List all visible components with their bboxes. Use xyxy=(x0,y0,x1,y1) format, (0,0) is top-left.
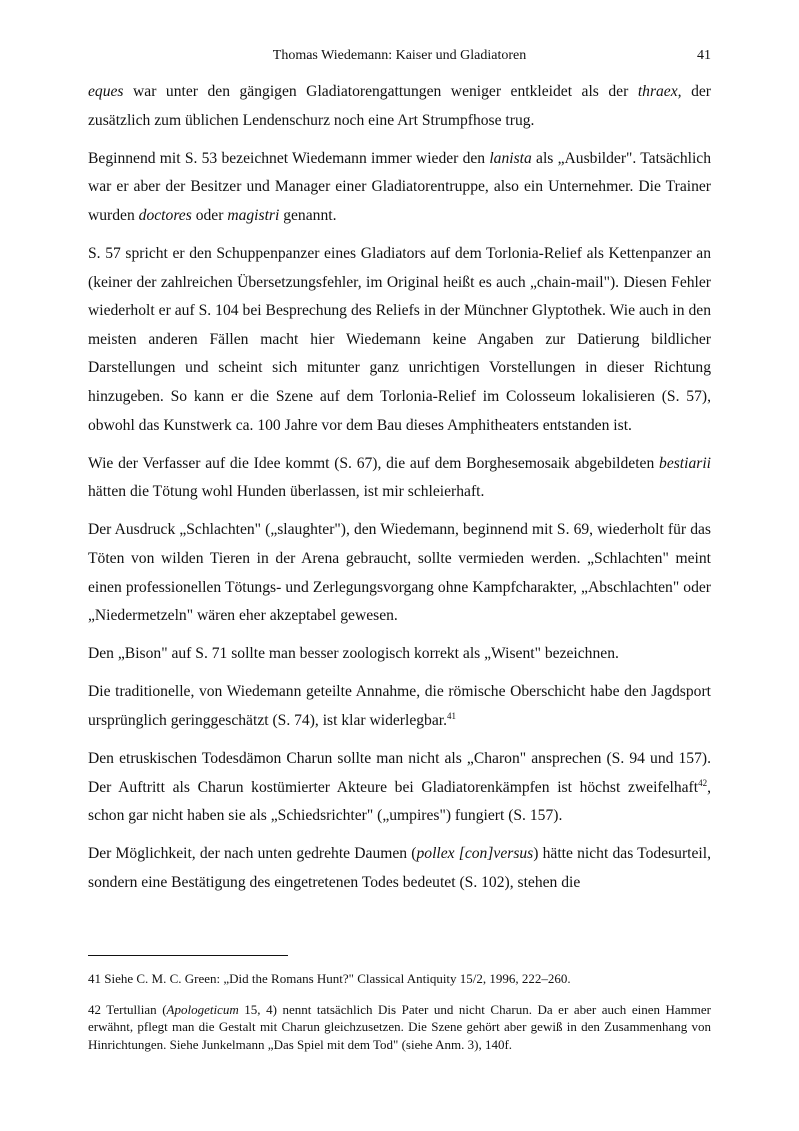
italic-term: eques xyxy=(88,83,124,100)
page-number: 41 xyxy=(697,48,711,63)
running-header xyxy=(88,48,711,68)
text-run: hätten die Tötung wohl Hunden überlassen, ist mir schleierhaft. xyxy=(88,483,485,501)
footnotes xyxy=(88,970,711,1066)
footnote-separator xyxy=(88,955,288,956)
italic-term: lanista xyxy=(489,149,532,167)
text-run: 15, 4) nennt tatsächlich Dis Pater und nicht Charun. Da er aber auch einen Hammer erwähnt, pflegt man die Gestalt mit Charun gleichzusetzen. Die Szene gehört aber gewiß in den Zusammenhang von Hinrichtungen. Siehe Junkelmann „Das Spiel mit dem Tod" (siehe Anm. 3), 140f. xyxy=(88,1001,711,1052)
header-title: Thomas Wiedemann: Kaiser und Gladiatoren xyxy=(272,48,527,63)
body-text xyxy=(88,78,711,907)
italic-term: pollex [con]versus xyxy=(416,845,534,863)
paragraph xyxy=(88,145,711,231)
text-run: Den „Bison" auf S. 71 sollte man besser zoologisch korrekt als „Wisent" bezeichnen. xyxy=(88,645,619,663)
paragraph xyxy=(88,516,711,630)
text-run: 41 Siehe C. M. C. Green: „Did the Romans Hunt?" Classical Antiquity 15/2, 1996, 222–260. xyxy=(88,971,571,986)
footnote-reference: 41 xyxy=(447,710,456,721)
paragraph xyxy=(88,78,711,135)
paragraph xyxy=(88,840,711,897)
italic-term: Apologeticum xyxy=(166,1001,239,1017)
footnote xyxy=(88,1001,711,1054)
paragraph xyxy=(88,450,711,507)
italic-term: magistri xyxy=(227,206,280,224)
text-run: der zusätzlich zum üblichen Lendenschurz noch eine Art Strumpfhose trug. xyxy=(88,83,711,129)
text-run: ) hätte nicht das Todesurteil, sondern eine Bestätigung des eingetretenen Todes bedeutet (S. 102), stehen die xyxy=(88,845,711,891)
text-run: oder xyxy=(191,206,228,224)
italic-term: bestiarii xyxy=(659,454,711,472)
footnote xyxy=(88,970,711,988)
paragraph xyxy=(88,640,711,669)
text-run: war unter den gängigen Gladiatorengattungen weniger entkleidet als der xyxy=(123,83,638,100)
text-run: Der Ausdruck „Schlachten" („slaughter"), den Wiedemann, beginnend mit S. 69, wiederholt für das Töten von wilden Tieren in der Arena gebraucht, sollte vermieden werden. „Schlachten" meint einen professionellen Tötungs- und Zerlegungsvorgang ohne Kampfcharakter, „Abschlachten" oder „Niedermetzeln" wären eher akzeptabel gewesen. xyxy=(88,521,711,625)
text-run: , schon gar nicht haben sie als „Schiedsrichter" („umpires") fungiert (S. 157). xyxy=(88,778,711,825)
text-run: Wie der Verfasser auf die Idee kommt (S. 67), die auf dem Borghesemosaik abgebildeten xyxy=(88,454,660,472)
text-run: Die traditionelle, von Wiedemann geteilte Annahme, die römische Oberschicht habe den Jagdsport ursprünglich geringgeschätzt (S. 74), ist klar widerlegbar. xyxy=(88,683,711,729)
text-run: 42 Tertullian ( xyxy=(88,1001,167,1017)
paragraph xyxy=(88,678,711,735)
text-run: S. 57 spricht er den Schuppenpanzer eines Gladiators auf dem Torlonia-Relief als Kettenpanzer an (keiner der zahlreichen Übersetzungsfehler, im Original heißt es auch „chain-mail"). Diesen Fehler wiederholt er auf S. 104 bei Besprechung des Reliefs in der Münchner Glyptothek. Wie auch in den meisten anderen Fällen macht hier Wiedemann keine Angaben zur Datierung bildlicher Darstellungen und scheint sich mitunter ganz unrichtigen Vorstellungen in dieser Richtung hinzugeben. So kann er die Szene auf dem Torlonia-Relief im Colosseum lokalisieren (S. 57), obwohl das Kunstwerk ca. 100 Jahre vor dem Bau dieses Amphitheaters entstanden ist. xyxy=(88,244,711,434)
paragraph xyxy=(88,745,711,831)
footnote-reference: 42 xyxy=(698,777,708,788)
italic-term: doctores xyxy=(138,206,192,224)
paragraph xyxy=(88,240,711,440)
text-run: Beginnend mit S. 53 bezeichnet Wiedemann immer wieder den xyxy=(88,149,490,167)
italic-term: thraex, xyxy=(637,83,682,100)
text-run: genannt. xyxy=(279,206,337,224)
text-run: Den etruskischen Todesdämon Charun sollte man nicht als „Charon" ansprechen (S. 94 und 157). Der Auftritt als Charun kostümierter Akteure bei Gladiatorenkämpfen ist höchst zweifelhaft xyxy=(88,749,711,796)
text-run: als „Ausbilder". Tatsächlich war er aber der Besitzer und Manager einer Gladiatorentruppe, also ein Unternehmer. Die Trainer wurden xyxy=(88,149,712,224)
text-run: Der Möglichkeit, der nach unten gedrehte Daumen ( xyxy=(88,845,417,863)
